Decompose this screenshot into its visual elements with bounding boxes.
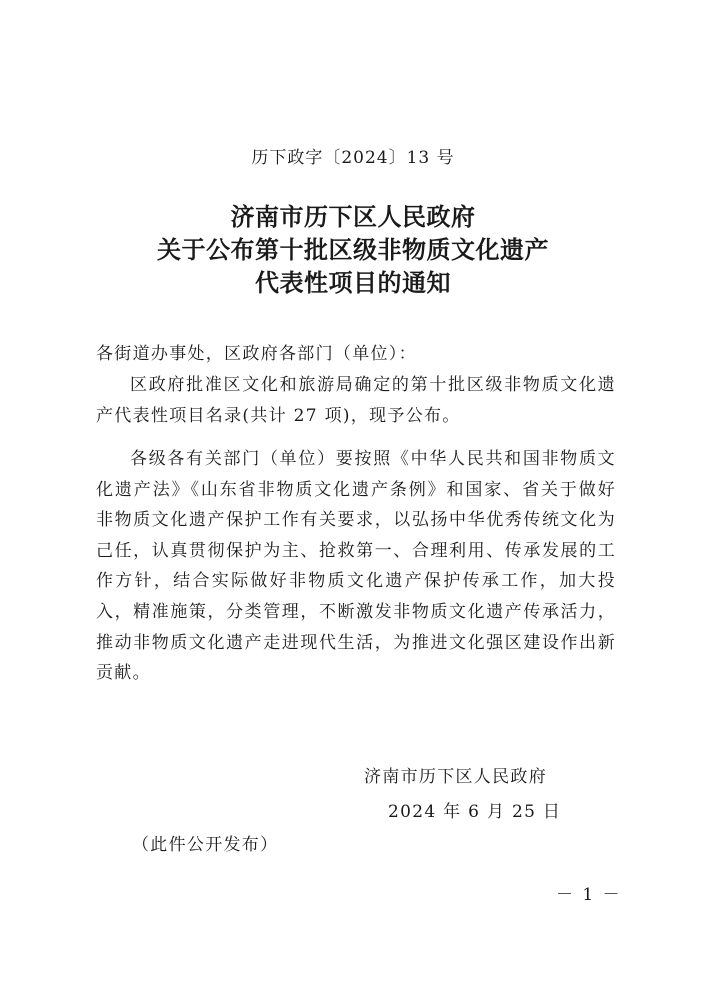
salutation-text: 各街道办事处，区政府各部门（单位）： — [96, 344, 417, 364]
paragraph-text: 区政府批准区文化和旅游局确定的第十批区级非物质文化遗产代表性项目名录(共计 27 项)，现予公布。 — [96, 375, 616, 426]
title-line-2: 关于公布第十批区级非物质文化遗产 — [157, 235, 549, 264]
body-paragraph-2 — [96, 444, 616, 689]
issue-date: 2024 年 6 月 25 日 — [388, 802, 562, 822]
title-line-3: 代表性项目的通知 — [255, 268, 451, 297]
document-title — [0, 200, 706, 299]
salutation — [96, 339, 616, 370]
title-line-1: 济南市历下区人民政府 — [230, 202, 476, 231]
page-number: － 1 － — [556, 885, 622, 905]
body-paragraph-1 — [96, 370, 616, 431]
document-number: 历下政字〔2024〕13 号 — [251, 148, 455, 168]
issuer-signature: 济南市历下区人民政府 — [364, 767, 547, 787]
paragraph-text: 各级各有关部门（单位）要按照《中华人民共和国非物质文化遗产法》《山东省非物质文化遗产条例》和国家、省关于做好非物质文化遗产保护工作有关要求，以弘扬中华优秀传统文化为己任，认真贯彻保护为主、抢救第一、合理利用、传承发展的工作方针，结合实际做好非物质文化遗产保护传承工作，加大投入，精准施策，分类管理，不断激发非物质文化遗产传承活力，推动非物质文化遗产走进现代生活，为推进文化强区建设作出新贡献。 — [96, 449, 616, 684]
publication-note: （此件公开发布） — [132, 835, 279, 855]
